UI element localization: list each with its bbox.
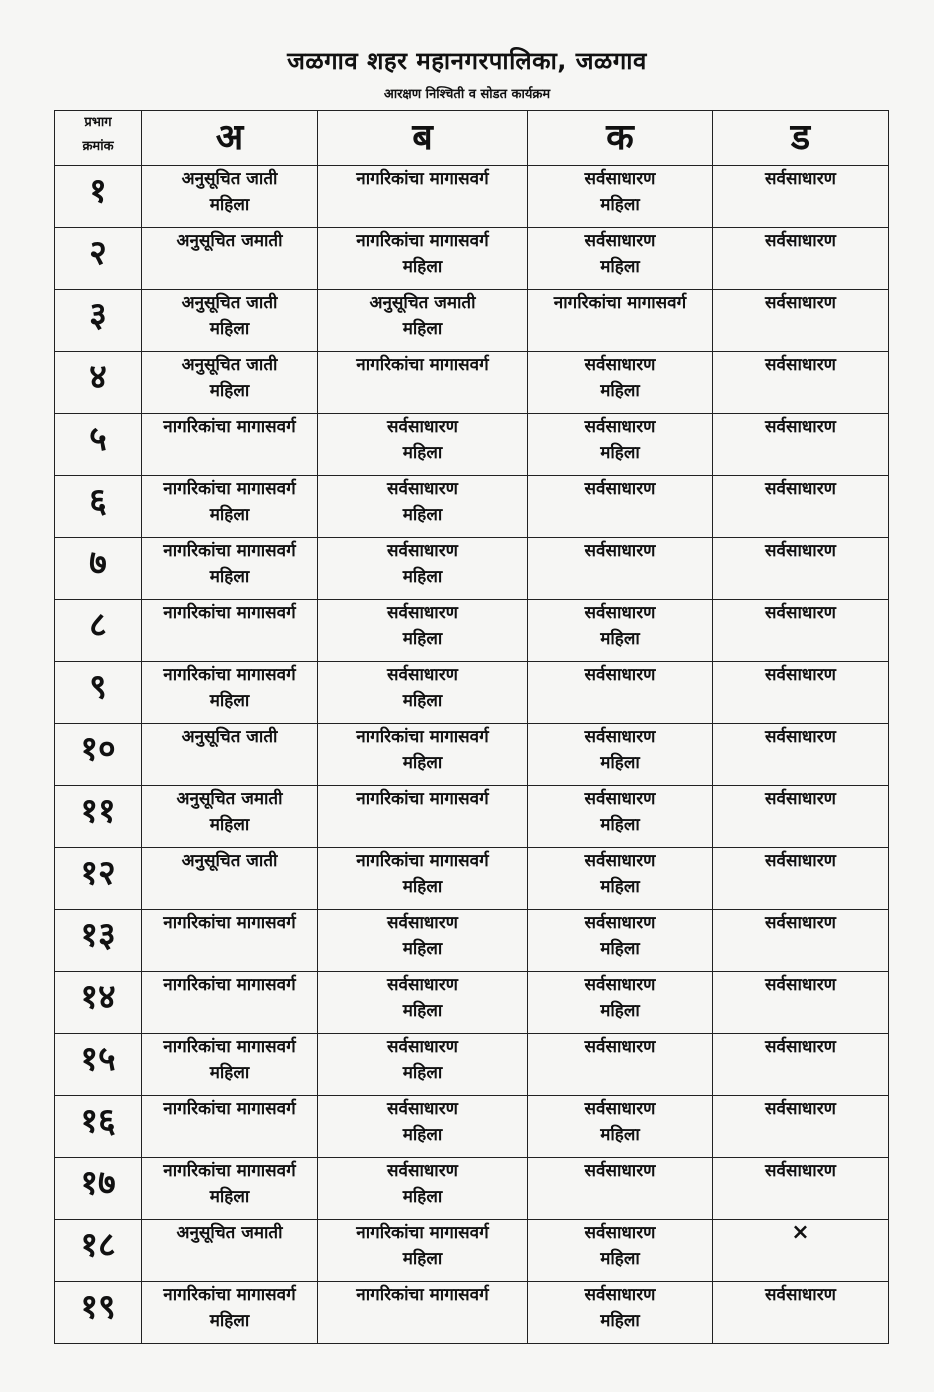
category-text: नागरिकांचा मागासवर्ग (553, 293, 687, 313)
cell-b (318, 414, 528, 476)
column-header-b: ब (318, 111, 528, 166)
category-text: सर्वसाधारण (387, 1161, 458, 1181)
category-text: नागरिकांचा मागासवर्ग (163, 603, 296, 623)
category-text: नागरिकांचा मागासवर्ग (163, 417, 296, 437)
ward-number: १३ (55, 910, 142, 972)
women-text: महिला (600, 939, 640, 959)
category-text: नागरिकांचा मागासवर्ग (356, 727, 489, 747)
page-subtitle: आरक्षण निश्चिती व सोडत कार्यक्रम (383, 87, 551, 102)
cell-a (142, 662, 318, 724)
women-text: महिला (209, 1063, 250, 1083)
category-text: सर्वसाधारण (765, 913, 836, 933)
category-text: सर्वसाधारण (584, 231, 656, 251)
cell-d (713, 290, 889, 352)
cell-c (528, 662, 713, 724)
ward-number: ५ (55, 414, 142, 476)
cell-a (142, 848, 318, 910)
category-text: नागरिकांचा मागासवर्ग (163, 1099, 296, 1119)
cell-a (142, 600, 318, 662)
women-text: महिला (402, 1125, 443, 1145)
column-header-a: अ (142, 111, 318, 166)
women-text: महिला (402, 1187, 443, 1207)
cell-c (528, 600, 713, 662)
category-text: सर्वसाधारण (765, 1161, 836, 1181)
women-text: महिला (402, 567, 443, 587)
category-text: सर्वसाधारण (387, 541, 458, 561)
cell-c (528, 910, 713, 972)
table-row (55, 476, 889, 538)
women-text: महिला (209, 1187, 250, 1207)
table-row (55, 1282, 889, 1344)
ward-number-header (55, 111, 142, 166)
cell-d (713, 1158, 889, 1220)
table-row (55, 166, 889, 228)
category-text: सर्वसाधारण (387, 1037, 458, 1057)
women-text: महिला (402, 939, 443, 959)
cell-c (528, 972, 713, 1034)
category-text: सर्वसाधारण (765, 603, 836, 623)
women-text: महिला (402, 691, 443, 711)
ward-number: ८ (55, 600, 142, 662)
cell-b (318, 724, 528, 786)
cell-b (318, 166, 528, 228)
women-text: महिला (209, 195, 250, 215)
cell-a (142, 786, 318, 848)
cell-c (528, 290, 713, 352)
cell-c (528, 1096, 713, 1158)
cell-a (142, 538, 318, 600)
category-text: नागरिकांचा मागासवर्ग (163, 1161, 296, 1181)
category-text: सर्वसाधारण (584, 1285, 656, 1305)
category-text: नागरिकांचा मागासवर्ग (356, 1285, 489, 1305)
ward-number: ७ (55, 538, 142, 600)
cell-b (318, 600, 528, 662)
women-text: महिला (209, 319, 250, 339)
cell-a (142, 476, 318, 538)
category-text: सर्वसाधारण (765, 541, 836, 561)
category-text: सर्वसाधारण (584, 1037, 656, 1057)
cell-d (713, 352, 889, 414)
cell-a (142, 166, 318, 228)
women-text: महिला (402, 505, 443, 525)
ward-number: १९ (55, 1282, 142, 1344)
category-text: अनुसूचित जाती (181, 851, 278, 871)
cell-d (713, 724, 889, 786)
cell-a (142, 1220, 318, 1282)
women-text: महिला (209, 505, 250, 525)
cell-d (713, 972, 889, 1034)
table-row (55, 538, 889, 600)
ward-number: ९ (55, 662, 142, 724)
category-text: सर्वसाधारण (765, 727, 836, 747)
table-row (55, 1158, 889, 1220)
table-row (55, 228, 889, 290)
cell-b (318, 228, 528, 290)
cell-a (142, 972, 318, 1034)
category-text: सर्वसाधारण (765, 479, 836, 499)
category-text: सर्वसाधारण (765, 975, 836, 995)
category-text: सर्वसाधारण (584, 479, 656, 499)
cell-c (528, 538, 713, 600)
category-text: अनुसूचित जमाती (176, 231, 283, 251)
women-text: महिला (402, 1063, 443, 1083)
category-text: सर्वसाधारण (765, 1037, 836, 1057)
category-text: नागरिकांचा मागासवर्ग (163, 975, 296, 995)
category-text: सर्वसाधारण (387, 913, 458, 933)
women-text: महिला (402, 753, 443, 773)
table-row (55, 724, 889, 786)
category-text: सर्वसाधारण (584, 1099, 656, 1119)
women-text: महिला (209, 381, 250, 401)
cell-b (318, 1282, 528, 1344)
category-text: सर्वसाधारण (584, 355, 656, 375)
cell-c (528, 1282, 713, 1344)
women-text: महिला (402, 257, 443, 277)
table-row (55, 1096, 889, 1158)
category-text: अनुसूचित जाती (181, 355, 278, 375)
category-text: सर्वसाधारण (584, 603, 656, 623)
women-text: महिला (600, 1125, 640, 1145)
category-text: अनुसूचित जमाती (176, 1223, 283, 1243)
ward-number: १० (55, 724, 142, 786)
table-row (55, 414, 889, 476)
cell-d (713, 1034, 889, 1096)
cell-d (713, 662, 889, 724)
women-text: महिला (402, 443, 443, 463)
category-text: नागरिकांचा मागासवर्ग (356, 169, 489, 189)
ward-number: ३ (55, 290, 142, 352)
category-text: अनुसूचित जमाती (176, 789, 283, 809)
category-text: सर्वसाधारण (584, 169, 656, 189)
women-text: महिला (402, 877, 443, 897)
category-text: सर्वसाधारण (765, 293, 836, 313)
cell-d (713, 166, 889, 228)
cell-c (528, 414, 713, 476)
women-text: महिला (402, 629, 443, 649)
category-text: सर्वसाधारण (584, 851, 656, 871)
category-text: सर्वसाधारण (765, 1285, 836, 1305)
cell-a (142, 1282, 318, 1344)
category-text: नागरिकांचा मागासवर्ग (163, 665, 296, 685)
women-text: महिला (402, 319, 443, 339)
cell-b (318, 538, 528, 600)
cell-a (142, 1096, 318, 1158)
ward-number: १७ (55, 1158, 142, 1220)
cell-d (713, 476, 889, 538)
ward-header-line2: क्रमांक (82, 139, 114, 154)
cell-c (528, 786, 713, 848)
cell-c (528, 352, 713, 414)
category-text: सर्वसाधारण (765, 355, 836, 375)
table-row (55, 972, 889, 1034)
women-text: महिला (209, 1311, 250, 1331)
cell-b (318, 972, 528, 1034)
category-text: सर्वसाधारण (584, 789, 656, 809)
category-text: सर्वसाधारण (387, 603, 458, 623)
cell-d (713, 414, 889, 476)
category-text: सर्वसाधारण (387, 665, 458, 685)
table-row (55, 910, 889, 972)
ward-number: ११ (55, 786, 142, 848)
column-header-d: ड (713, 111, 889, 166)
cell-d (713, 910, 889, 972)
category-text: नागरिकांचा मागासवर्ग (356, 355, 489, 375)
cell-b (318, 352, 528, 414)
cell-b (318, 848, 528, 910)
ward-number: १५ (55, 1034, 142, 1096)
ward-number: १६ (55, 1096, 142, 1158)
cell-a (142, 910, 318, 972)
ward-number: १२ (55, 848, 142, 910)
table-body (55, 166, 889, 1344)
cell-d-none: × (713, 1220, 889, 1282)
cell-b (318, 662, 528, 724)
cell-b (318, 910, 528, 972)
category-text: नागरिकांचा मागासवर्ग (163, 541, 296, 561)
table-row (55, 662, 889, 724)
women-text: महिला (600, 1001, 640, 1021)
category-text: सर्वसाधारण (584, 913, 656, 933)
cell-c (528, 228, 713, 290)
cell-c (528, 1034, 713, 1096)
category-text: नागरिकांचा मागासवर्ग (356, 231, 489, 251)
table-row (55, 352, 889, 414)
cell-b (318, 786, 528, 848)
cell-a (142, 1158, 318, 1220)
women-text: महिला (209, 815, 250, 835)
ward-number: १४ (55, 972, 142, 1034)
cell-a (142, 414, 318, 476)
table-row (55, 1220, 889, 1282)
category-text: सर्वसाधारण (584, 665, 656, 685)
cell-d (713, 600, 889, 662)
category-text: नागरिकांचा मागासवर्ग (163, 913, 296, 933)
cell-b (318, 1096, 528, 1158)
cell-b (318, 1220, 528, 1282)
category-text: अनुसूचित जमाती (369, 293, 476, 313)
cell-d (713, 1096, 889, 1158)
category-text: सर्वसाधारण (387, 975, 458, 995)
ward-number: १८ (55, 1220, 142, 1282)
category-text: सर्वसाधारण (387, 417, 458, 437)
category-text: अनुसूचित जाती (181, 293, 278, 313)
cell-a (142, 724, 318, 786)
category-text: सर्वसाधारण (584, 1161, 656, 1181)
table-row (55, 600, 889, 662)
category-text: नागरिकांचा मागासवर्ग (356, 789, 489, 809)
women-text: महिला (209, 691, 250, 711)
cell-d (713, 228, 889, 290)
cell-c (528, 476, 713, 538)
cell-a (142, 290, 318, 352)
category-text: अनुसूचित जाती (181, 169, 278, 189)
category-text: अनुसूचित जाती (181, 727, 278, 747)
cell-b (318, 476, 528, 538)
women-text: महिला (600, 1311, 640, 1331)
cell-d (713, 848, 889, 910)
table-row (55, 848, 889, 910)
category-text: सर्वसाधारण (584, 1223, 656, 1243)
cell-c (528, 1158, 713, 1220)
category-text: सर्वसाधारण (584, 417, 656, 437)
table-row (55, 290, 889, 352)
women-text: महिला (402, 1249, 443, 1269)
women-text: महिला (600, 753, 640, 773)
cell-d (713, 786, 889, 848)
table-row (55, 1034, 889, 1096)
cell-a (142, 352, 318, 414)
category-text: सर्वसाधारण (765, 1099, 836, 1119)
ward-number: ६ (55, 476, 142, 538)
cell-a (142, 228, 318, 290)
category-text: सर्वसाधारण (765, 417, 836, 437)
category-text: सर्वसाधारण (765, 231, 836, 251)
category-text: सर्वसाधारण (584, 541, 656, 561)
women-text: महिला (600, 195, 640, 215)
cell-b (318, 1034, 528, 1096)
category-text: नागरिकांचा मागासवर्ग (163, 1285, 296, 1305)
page-title: जळगाव शहर महानगरपालिका, जळगाव (287, 47, 647, 75)
category-text: सर्वसाधारण (765, 789, 836, 809)
cell-a (142, 1034, 318, 1096)
category-text: सर्वसाधारण (765, 665, 836, 685)
women-text: महिला (600, 629, 640, 649)
category-text: नागरिकांचा मागासवर्ग (163, 1037, 296, 1057)
category-text: नागरिकांचा मागासवर्ग (356, 1223, 489, 1243)
women-text: महिला (600, 1249, 640, 1269)
cell-c (528, 166, 713, 228)
women-text: महिला (209, 567, 250, 587)
category-text: सर्वसाधारण (387, 479, 458, 499)
category-text: सर्वसाधारण (765, 851, 836, 871)
category-text: सर्वसाधारण (584, 727, 656, 747)
category-text: सर्वसाधारण (387, 1099, 458, 1119)
column-header-c: क (528, 111, 713, 166)
women-text: महिला (600, 381, 640, 401)
cell-b (318, 290, 528, 352)
reservation-table (54, 110, 889, 1344)
table-header-row (55, 111, 889, 166)
women-text: महिला (600, 815, 640, 835)
category-text: सर्वसाधारण (584, 975, 656, 995)
ward-number: १ (55, 166, 142, 228)
cell-c (528, 848, 713, 910)
category-text: नागरिकांचा मागासवर्ग (163, 479, 296, 499)
women-text: महिला (600, 877, 640, 897)
ward-header-line1: प्रभाग (84, 115, 112, 130)
category-text: नागरिकांचा मागासवर्ग (356, 851, 489, 871)
ward-number: २ (55, 228, 142, 290)
category-text: सर्वसाधारण (765, 169, 836, 189)
table-row (55, 786, 889, 848)
cell-d (713, 538, 889, 600)
women-text: महिला (600, 257, 640, 277)
cell-b (318, 1158, 528, 1220)
cell-c (528, 724, 713, 786)
cell-c (528, 1220, 713, 1282)
women-text: महिला (600, 443, 640, 463)
women-text: महिला (402, 1001, 443, 1021)
cell-d (713, 1282, 889, 1344)
ward-number: ४ (55, 352, 142, 414)
